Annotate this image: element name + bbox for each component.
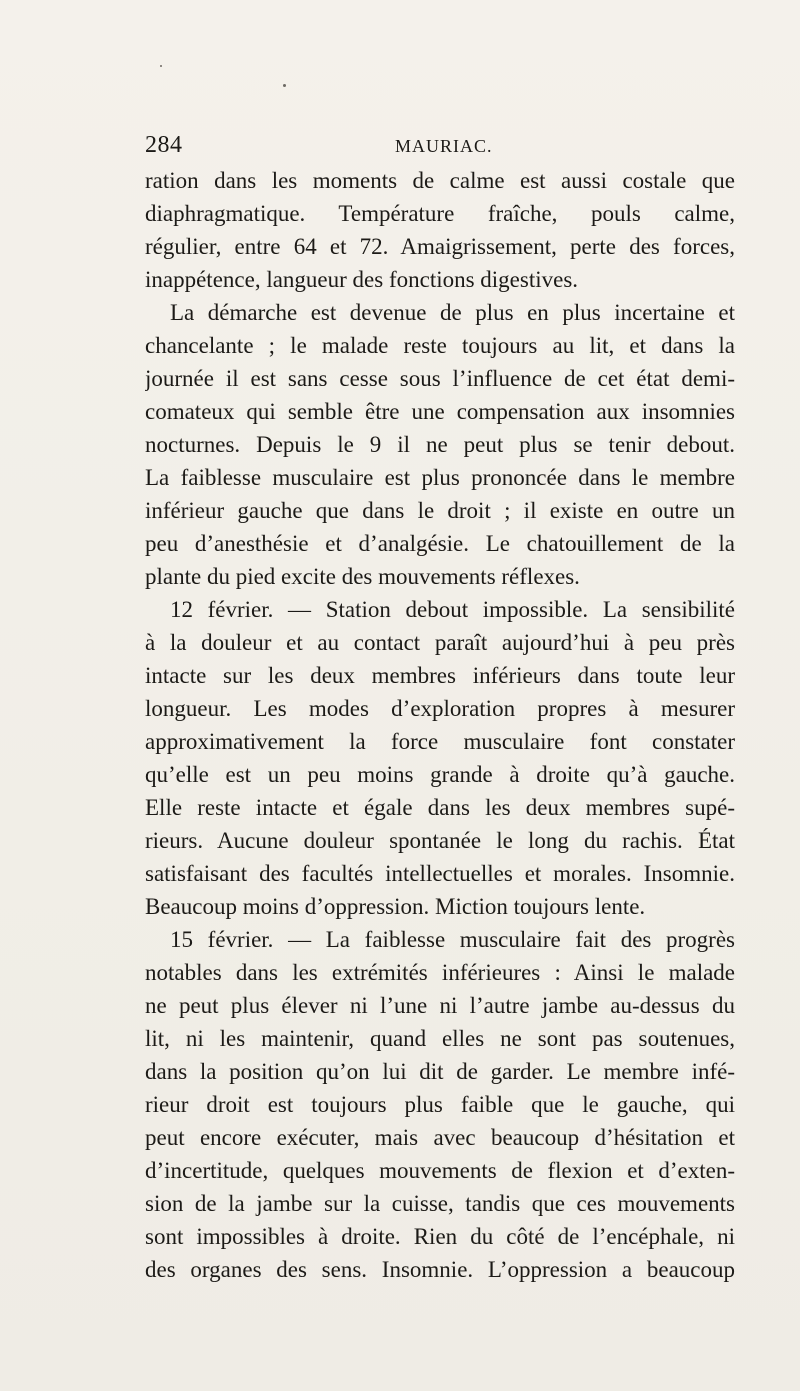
text-line: inappétence, langueur des fonctions digestives.: [145, 267, 579, 292]
text-line: La démarche est devenue de plus en plus incertaine et: [170, 300, 735, 325]
text-line: d’incertitude, quelques mouvements de flexion et d’exten-: [145, 1158, 735, 1183]
text-line: notables dans les extrémités inférieures : Ainsi le malade: [145, 960, 735, 985]
text-line: qu’elle est un peu moins grande à droite qu’à gauche.: [145, 762, 735, 787]
text-line: Beaucoup moins d’oppression. Miction toujours lente.: [145, 894, 646, 919]
text-line: chancelante ; le malade reste toujours au lit, et dans la: [145, 333, 735, 358]
text-line: rieur droit est toujours plus faible que le gauche, qui: [145, 1092, 735, 1117]
text-line: rieurs. Aucune douleur spontanée le long du rachis. État: [145, 828, 735, 853]
text-line: journée il est sans cesse sous l’influence de cet état demi-: [145, 366, 735, 391]
page-number: 284: [145, 132, 183, 158]
text-line: peut encore exécuter, mais avec beaucoup d’hésitation et: [145, 1125, 735, 1150]
text-line: longueur. Les modes d’exploration propres à mesurer: [145, 696, 735, 721]
text-line: sont impossibles à droite. Rien du côté de l’encéphale, ni: [145, 1224, 735, 1249]
text-line: ne peut plus élever ni l’une ni l’autre jambe au-dessus du: [145, 993, 735, 1018]
text-line: à la douleur et au contact paraît aujourd’hui à peu près: [145, 630, 735, 655]
text-line: intacte sur les deux membres inférieurs dans toute leur: [145, 663, 735, 688]
text-line: des organes des sens. Insomnie. L’oppression a beaucoup: [145, 1257, 735, 1282]
text-line: dans la position qu’on lui dit de garder. Le membre infé-: [145, 1059, 735, 1084]
paper-speck: [283, 84, 286, 87]
text-line: inférieur gauche que dans le droit ; il existe en outre un: [145, 498, 735, 523]
text-line: comateux qui semble être une compensation aux insomnies: [145, 399, 735, 424]
text-line: La faiblesse musculaire est plus prononcée dans le membre: [145, 465, 735, 490]
text-line: nocturnes. Depuis le 9 il ne peut plus se tenir debout.: [145, 432, 735, 457]
text-line: sion de la jambe sur la cuisse, tandis que ces mouvements: [145, 1191, 735, 1216]
text-line: régulier, entre 64 et 72. Amaigrissement, perte des forces,: [145, 234, 735, 259]
text-line: peu d’anesthésie et d’analgésie. Le chatouillement de la: [145, 531, 735, 556]
text-line: lit, ni les maintenir, quand elles ne sont pas soutenues,: [145, 1026, 735, 1051]
text-line: 12 février. — Station debout impossible. La sensibilité: [170, 597, 735, 622]
running-head: MAURIAC.: [395, 136, 493, 156]
paper-speck: [160, 65, 162, 67]
text-line: satisfaisant des facultés intellectuelles et morales. Insomnie.: [145, 861, 735, 886]
text-line: plante du pied excite des mouvements réflexes.: [145, 564, 580, 589]
text-line: diaphragmatique. Température fraîche, pouls calme,: [145, 201, 735, 226]
text-line: 15 février. — La faiblesse musculaire fait des progrès: [170, 927, 735, 952]
body-text: [145, 164, 735, 1286]
text-line: Elle reste intacte et égale dans les deux membres supé-: [145, 795, 735, 820]
text-line: approximativement la force musculaire font constater: [145, 729, 735, 754]
text-line: ration dans les moments de calme est aussi costale que: [145, 168, 735, 193]
page-header: [145, 124, 735, 164]
